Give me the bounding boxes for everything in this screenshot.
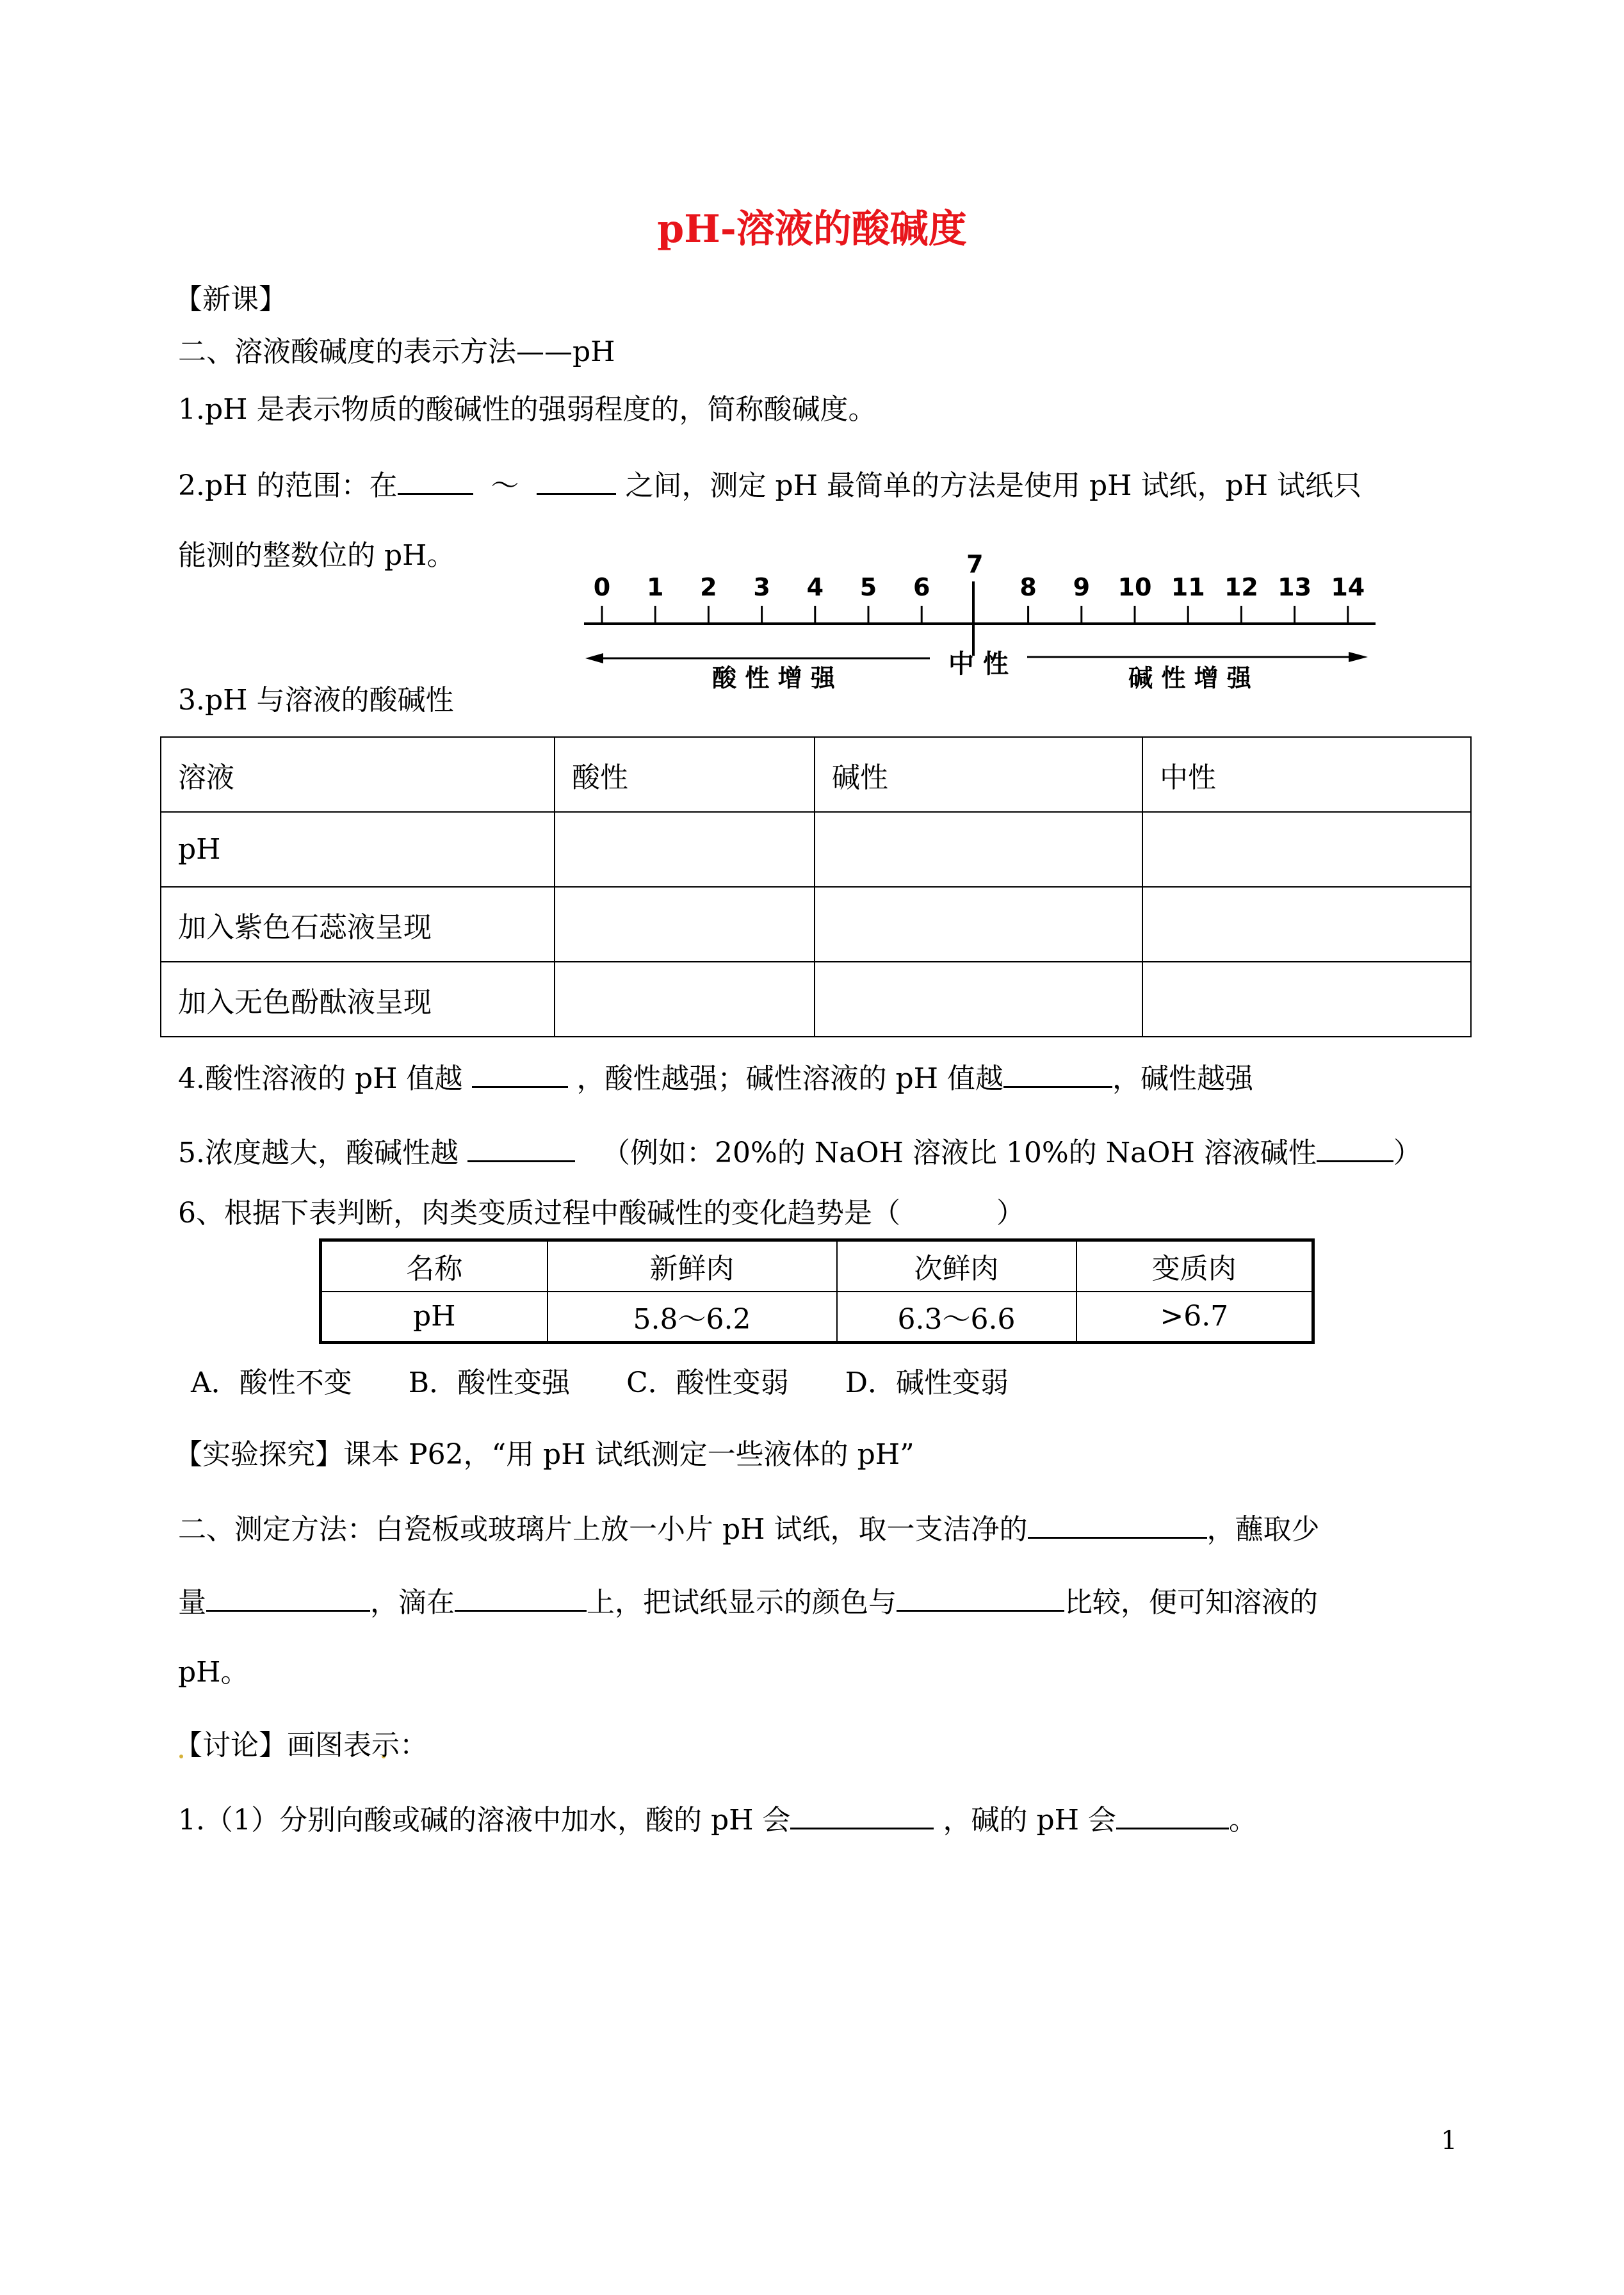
ph-scale-number: 8 (1019, 573, 1037, 601)
table-header-cell: 中性 (1142, 737, 1471, 812)
discussion-heading: 【讨论】画图表示： (174, 1729, 428, 1762)
base-label: 碱 性 增 强 (1128, 664, 1251, 692)
method-text-b: ，蘸取少 (1206, 1513, 1320, 1546)
page-number: 1 (1441, 2126, 1458, 2155)
method-text-e: 上，把试纸显示的颜色与 (587, 1586, 897, 1619)
item5-text-b: （例如：20%的 NaOH 溶液比 10%的 NaOH 溶液碱性 (601, 1137, 1317, 1169)
table-row (161, 812, 1471, 887)
item2-line1 (178, 465, 1361, 504)
ph-scale-number: 7 (966, 550, 984, 578)
acid-base-table (160, 736, 1472, 1037)
ph-scale-number: 1 (646, 573, 664, 601)
table-header-cell: 次鲜肉 (837, 1240, 1076, 1292)
q1-text-b: ，碱的 pH 会 (943, 1804, 1116, 1837)
ph-scale-number: 5 (859, 573, 877, 601)
blank-sample[interactable] (206, 1582, 370, 1612)
ph-scale-number: 12 (1224, 573, 1258, 601)
answer-cell[interactable] (815, 887, 1142, 962)
blank-concentration[interactable] (467, 1132, 575, 1162)
blank-glass-rod[interactable] (1028, 1509, 1207, 1539)
ph-scale-number: 14 (1331, 573, 1365, 601)
table-header-row (321, 1240, 1313, 1292)
item4-line (178, 1058, 1253, 1097)
method-line2 (178, 1582, 1318, 1621)
table-row (161, 887, 1471, 962)
item4-text-b: ，酸性越强；碱性溶液的 pH 值越 (576, 1062, 1004, 1095)
item2-text-a: 2.pH 的范围：在 (178, 469, 398, 502)
base-arrow-head (1349, 652, 1368, 662)
method-line3: pH。 (178, 1656, 249, 1689)
item4-text-a: 4.酸性溶液的 pH 值越 (178, 1062, 463, 1095)
blank-acid-dilution[interactable] (790, 1799, 934, 1829)
table-header-cell: 名称 (321, 1240, 548, 1292)
item6-close: ） (996, 1197, 1025, 1229)
method-text-f: 比较，便可知溶液的 (1064, 1586, 1318, 1619)
method-line1 (178, 1509, 1320, 1548)
item5-text-c: ） (1393, 1137, 1422, 1169)
table-header-cell: 碱性 (815, 737, 1142, 812)
q1-text-c: 。 (1229, 1804, 1257, 1837)
item6-text: 6、根据下表判断，肉类变质过程中酸碱性的变化趋势是（ (178, 1197, 900, 1229)
blank-ph-min[interactable] (398, 465, 473, 495)
answer-cell[interactable] (555, 887, 815, 962)
answer-cell[interactable] (815, 962, 1142, 1037)
meat-ph-table (319, 1238, 1315, 1344)
ph-scale-number: 13 (1278, 573, 1312, 601)
ph-scale-number: 11 (1171, 573, 1205, 601)
page-title: pH-溶液的酸碱度 (657, 207, 967, 252)
experiment-heading: 【实验探究】课本 P62，“用 pH 试纸测定一些液体的 pH” (174, 1438, 914, 1471)
answer-cell[interactable] (815, 812, 1142, 887)
q1-text-a: 1.（1）分别向酸或碱的溶液中加水，酸的 pH 会 (178, 1804, 791, 1837)
table-cell: >6.7 (1076, 1292, 1313, 1343)
blank-item6-answer[interactable] (900, 1192, 996, 1222)
row-label-litmus: 加入紫色石蕊液呈现 (161, 887, 555, 962)
blank-drop-target[interactable] (455, 1582, 587, 1612)
ph-scale-number: 2 (700, 573, 717, 601)
row-label-phenolphthalein: 加入无色酚酞液呈现 (161, 962, 555, 1037)
blank-ph-max[interactable] (537, 465, 616, 495)
table-header-cell: 变质肉 (1076, 1240, 1313, 1292)
ph-scale-number: 10 (1117, 573, 1152, 601)
ph-scale-number: 4 (806, 573, 824, 601)
item2-text-b: 之间，测定 pH 最简单的方法是使用 pH 试纸，pH 试纸只 (625, 469, 1362, 502)
ph-scale-number: 0 (593, 573, 611, 601)
item5-text-a: 5.浓度越大，酸碱性越 (178, 1137, 459, 1169)
method-text-c: 量 (178, 1586, 206, 1619)
acid-arrow-head (585, 653, 603, 663)
method-text-a: 二、测定方法：白瓷板或玻璃片上放一小片 pH 试纸，取一支洁净的 (178, 1513, 1028, 1546)
row-label-ph: pH (161, 812, 555, 887)
table-cell: pH (321, 1292, 548, 1343)
blank-color-chart[interactable] (897, 1582, 1064, 1612)
table-row (321, 1292, 1313, 1343)
new-lesson-heading: 【新课】 (174, 283, 287, 316)
choice-options: A．酸性不变 B．酸性变强 C．酸性变弱 D．碱性变弱 (191, 1366, 1009, 1399)
table-header-cell: 酸性 (555, 737, 815, 812)
item2-tilde: ～ (491, 469, 519, 502)
table-header-cell: 新鲜肉 (548, 1240, 837, 1292)
ph-scale-number: 3 (753, 573, 770, 601)
item6-line (178, 1192, 1025, 1231)
ph-scale-number: 9 (1073, 573, 1091, 601)
question1-line (178, 1799, 1257, 1838)
answer-cell[interactable] (1142, 887, 1471, 962)
blank-naoh-compare[interactable] (1317, 1132, 1393, 1162)
blank-base-ph[interactable] (1003, 1058, 1112, 1088)
ph-scale-figure (576, 544, 1383, 704)
table-header-row (161, 737, 1471, 812)
section2-heading: 二、溶液酸碱度的表示方法——pH (178, 336, 615, 368)
table-row (161, 962, 1471, 1037)
item4-text-c: ，碱性越强 (1112, 1062, 1254, 1095)
answer-cell[interactable] (1142, 962, 1471, 1037)
item5-line (178, 1132, 1422, 1171)
answer-cell[interactable] (555, 812, 815, 887)
table-header-cell: 溶液 (161, 737, 555, 812)
item2-line2: 能测的整数位的 pH。 (178, 539, 455, 572)
neutral-label: 中 性 (948, 649, 1009, 679)
method-text-d: ，滴在 (370, 1586, 455, 1619)
acid-label: 酸 性 增 强 (712, 664, 835, 692)
blank-base-dilution[interactable] (1116, 1799, 1229, 1829)
table-cell: 5.8～6.2 (548, 1292, 837, 1343)
answer-cell[interactable] (555, 962, 815, 1037)
item1-text: 1.pH 是表示物质的酸碱性的强弱程度的，简称酸碱度。 (178, 393, 877, 426)
ph-scale-number: 6 (913, 573, 930, 601)
blank-acid-ph[interactable] (472, 1058, 568, 1088)
answer-cell[interactable] (1142, 812, 1471, 887)
item3-text: 3.pH 与溶液的酸碱性 (178, 684, 454, 717)
table-cell: 6.3～6.6 (837, 1292, 1076, 1343)
